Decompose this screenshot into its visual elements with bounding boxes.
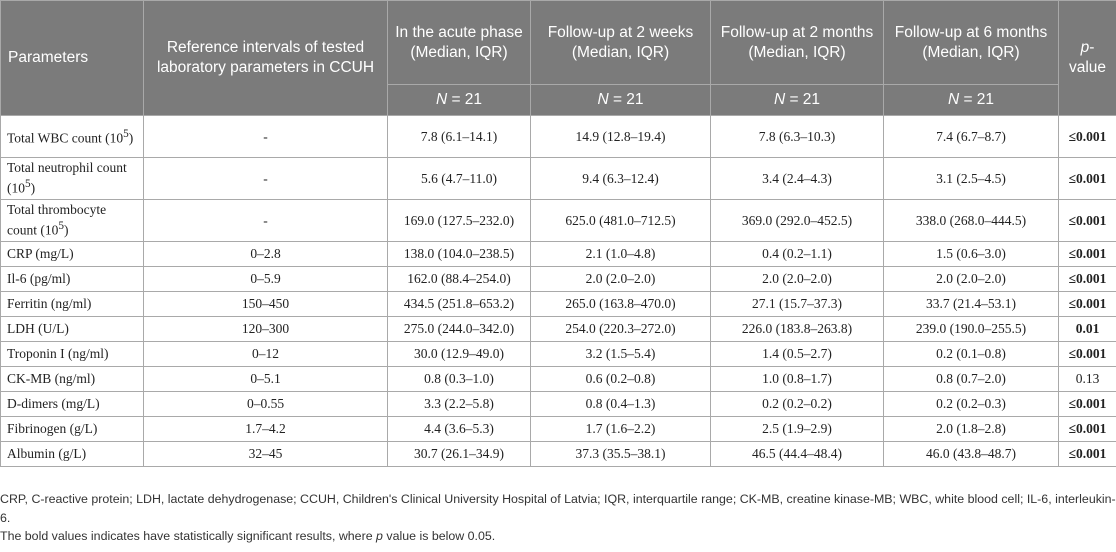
reference-interval: 0–5.1 — [144, 367, 388, 392]
parameter-name: Total WBC count $(10^5)$ — [1, 116, 144, 158]
table-row — [1, 342, 1116, 367]
p-value: ≤0.001 — [1059, 442, 1116, 467]
table-row — [1, 200, 1116, 242]
followup-2-months-value: 2.0 (2.0–2.0) — [711, 267, 884, 292]
acute-phase-value: 169.0 (127.5–232.0) — [388, 200, 531, 242]
reference-interval: - — [144, 158, 388, 200]
table-row — [1, 417, 1116, 442]
header-followup-2-months: Follow-up at 2 months (Median, IQR) — [711, 1, 884, 85]
table-row — [1, 116, 1116, 158]
followup-2-weeks-value: 625.0 (481.0–712.5) — [531, 200, 711, 242]
header-followup-2-weeks: Follow-up at 2 weeks (Median, IQR) — [531, 1, 711, 85]
parameter-name: CK-MB (ng/ml) — [1, 367, 144, 392]
followup-6-months-value: 0.2 (0.1–0.8) — [884, 342, 1059, 367]
p-value: ≤0.001 — [1059, 158, 1116, 200]
followup-6-months-value: 46.0 (43.8–48.7) — [884, 442, 1059, 467]
followup-6-months-value: 2.0 (2.0–2.0) — [884, 267, 1059, 292]
header-p-value — [1059, 1, 1116, 116]
p-value: ≤0.001 — [1059, 342, 1116, 367]
footnote-significance: The bold values indicates have statistically significant results, where p value is below 0.05. — [0, 529, 496, 543]
parameter-name: Troponin I (ng/ml) — [1, 342, 144, 367]
p-value: 0.01 — [1059, 317, 1116, 342]
followup-2-months-value: 27.1 (15.7–37.3) — [711, 292, 884, 317]
parameter-name: D-dimers (mg/L) — [1, 392, 144, 417]
followup-2-weeks-value: 3.2 (1.5–5.4) — [531, 342, 711, 367]
followup-6-months-value: 0.2 (0.2–0.3) — [884, 392, 1059, 417]
followup-2-weeks-value: 37.3 (35.5–38.1) — [531, 442, 711, 467]
table-row — [1, 442, 1116, 467]
reference-interval: 0–2.8 — [144, 242, 388, 267]
acute-phase-value: 7.8 (6.1–14.1) — [388, 116, 531, 158]
followup-2-months-value: 226.0 (183.8–263.8) — [711, 317, 884, 342]
followup-2-months-value: 1.4 (0.5–2.7) — [711, 342, 884, 367]
reference-interval: 1.7–4.2 — [144, 417, 388, 442]
followup-2-weeks-value: 9.4 (6.3–12.4) — [531, 158, 711, 200]
parameter-name: Fibrinogen (g/L) — [1, 417, 144, 442]
header-reference-intervals: Reference intervals of tested laboratory parameters in CCUH — [144, 1, 388, 116]
parameter-name: Albumin (g/L) — [1, 442, 144, 467]
table-header — [1, 1, 1116, 116]
acute-phase-value: 275.0 (244.0–342.0) — [388, 317, 531, 342]
parameter-name: Ferritin (ng/ml) — [1, 292, 144, 317]
followup-2-months-value: 0.2 (0.2–0.2) — [711, 392, 884, 417]
reference-interval: 120–300 — [144, 317, 388, 342]
reference-interval: - — [144, 116, 388, 158]
header-p-italic: p — [1080, 39, 1090, 56]
footnotes — [0, 490, 1116, 546]
followup-2-months-value: 2.5 (1.9–2.9) — [711, 417, 884, 442]
p-value: ≤0.001 — [1059, 267, 1116, 292]
acute-phase-value: 0.8 (0.3–1.0) — [388, 367, 531, 392]
followup-6-months-value: 0.8 (0.7–2.0) — [884, 367, 1059, 392]
parameter-name: Il-6 (pg/ml) — [1, 267, 144, 292]
acute-phase-value: 162.0 (88.4–254.0) — [388, 267, 531, 292]
acute-phase-value: 5.6 (4.7–11.0) — [388, 158, 531, 200]
followup-2-months-value: 0.4 (0.2–1.1) — [711, 242, 884, 267]
header-followup-6-months: Follow-up at 6 months (Median, IQR) — [884, 1, 1059, 85]
followup-2-weeks-value: 265.0 (163.8–470.0) — [531, 292, 711, 317]
header-n-2-months: N = 21 — [711, 85, 884, 116]
reference-interval: - — [144, 200, 388, 242]
followup-6-months-value: 239.0 (190.0–255.5) — [884, 317, 1059, 342]
footnote-abbreviations: CRP, C-reactive protein; LDH, lactate dehydrogenase; CCUH, Children's Clinical University Hospital of Latvia; IQR, interquartile range; CK-MB, creatine kinase-MB; WBC, white blood cell; IL-6, interleukin-6. — [0, 492, 1116, 525]
table-row — [1, 267, 1116, 292]
table-body — [1, 116, 1116, 467]
p-value: ≤0.001 — [1059, 392, 1116, 417]
acute-phase-value: 4.4 (3.6–5.3) — [388, 417, 531, 442]
p-value: ≤0.001 — [1059, 292, 1116, 317]
acute-phase-value: 434.5 (251.8–653.2) — [388, 292, 531, 317]
p-value: ≤0.001 — [1059, 242, 1116, 267]
followup-2-months-value: 3.4 (2.4–4.3) — [711, 158, 884, 200]
followup-6-months-value: 7.4 (6.7–8.7) — [884, 116, 1059, 158]
p-value: 0.13 — [1059, 367, 1116, 392]
parameter-name: CRP (mg/L) — [1, 242, 144, 267]
followup-2-months-value: 1.0 (0.8–1.7) — [711, 367, 884, 392]
p-value: ≤0.001 — [1059, 417, 1116, 442]
reference-interval: 0–12 — [144, 342, 388, 367]
acute-phase-value: 3.3 (2.2–5.8) — [388, 392, 531, 417]
header-p-rest: -value — [1068, 39, 1107, 76]
followup-2-weeks-value: 14.9 (12.8–19.4) — [531, 116, 711, 158]
followup-6-months-value: 2.0 (1.8–2.8) — [884, 417, 1059, 442]
parameter-name: LDH (U/L) — [1, 317, 144, 342]
p-value: ≤0.001 — [1059, 116, 1116, 158]
table-row — [1, 158, 1116, 200]
followup-2-months-value: 46.5 (44.4–48.4) — [711, 442, 884, 467]
header-acute-phase: In the acute phase (Median, IQR) — [388, 1, 531, 85]
header-n-acute: N = 21 — [388, 85, 531, 116]
acute-phase-value: 138.0 (104.0–238.5) — [388, 242, 531, 267]
followup-2-weeks-value: 0.6 (0.2–0.8) — [531, 367, 711, 392]
table-row — [1, 242, 1116, 267]
followup-6-months-value: 338.0 (268.0–444.5) — [884, 200, 1059, 242]
reference-interval: 150–450 — [144, 292, 388, 317]
followup-2-weeks-value: 0.8 (0.4–1.3) — [531, 392, 711, 417]
header-parameters: Parameters — [1, 1, 144, 116]
followup-2-weeks-value: 1.7 (1.6–2.2) — [531, 417, 711, 442]
parameter-name: Total neutrophil count $(10^5)$ — [1, 158, 144, 200]
p-value: ≤0.001 — [1059, 200, 1116, 242]
followup-2-weeks-value: 2.1 (1.0–4.8) — [531, 242, 711, 267]
followup-2-months-value: 369.0 (292.0–452.5) — [711, 200, 884, 242]
parameter-name: Total thrombocyte count $(10^5)$ — [1, 200, 144, 242]
table-row — [1, 317, 1116, 342]
reference-interval: 0–5.9 — [144, 267, 388, 292]
followup-6-months-value: 1.5 (0.6–3.0) — [884, 242, 1059, 267]
followup-2-months-value: 7.8 (6.3–10.3) — [711, 116, 884, 158]
acute-phase-value: 30.0 (12.9–49.0) — [388, 342, 531, 367]
table-row — [1, 392, 1116, 417]
table-row — [1, 367, 1116, 392]
followup-6-months-value: 3.1 (2.5–4.5) — [884, 158, 1059, 200]
acute-phase-value: 30.7 (26.1–34.9) — [388, 442, 531, 467]
followup-2-weeks-value: 2.0 (2.0–2.0) — [531, 267, 711, 292]
followup-2-weeks-value: 254.0 (220.3–272.0) — [531, 317, 711, 342]
reference-interval: 32–45 — [144, 442, 388, 467]
reference-interval: 0–0.55 — [144, 392, 388, 417]
followup-6-months-value: 33.7 (21.4–53.1) — [884, 292, 1059, 317]
header-n-2-weeks: N = 21 — [531, 85, 711, 116]
table-row — [1, 292, 1116, 317]
header-n-6-months: N = 21 — [884, 85, 1059, 116]
